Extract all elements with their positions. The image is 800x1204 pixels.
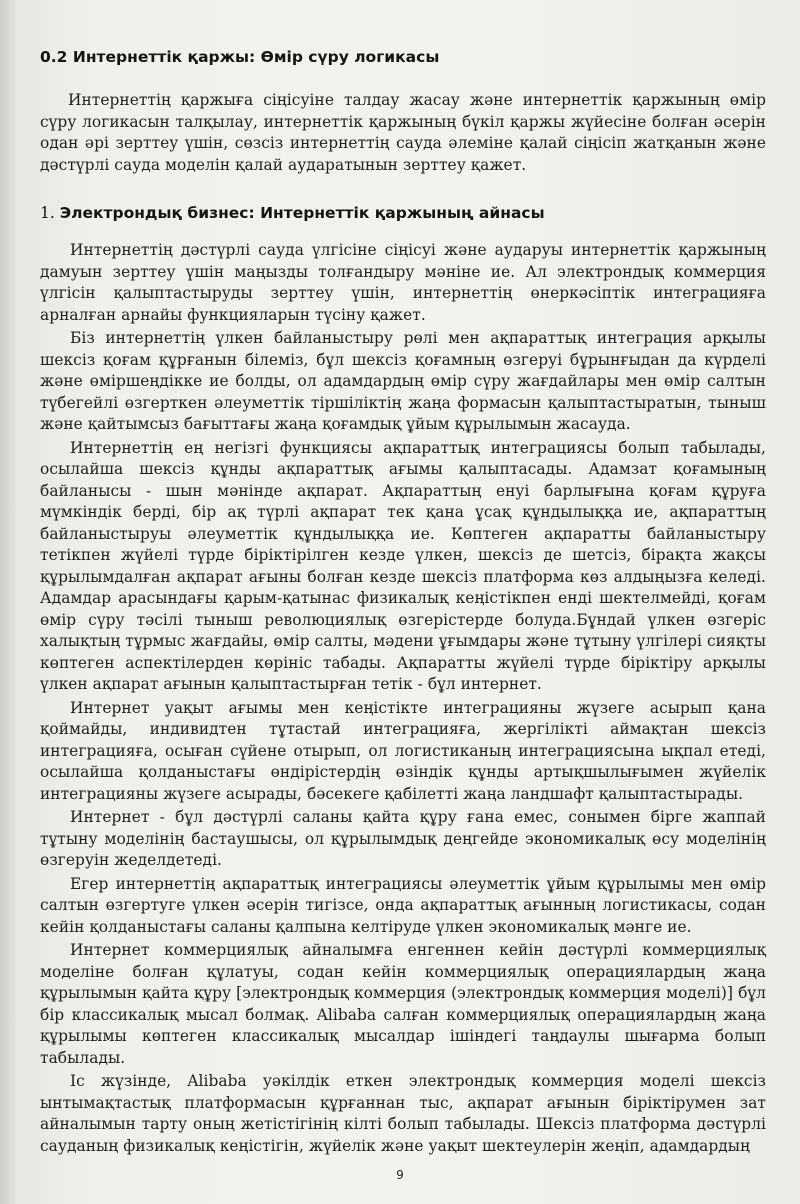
body-paragraph-2: Біз интернеттің үлкен байланыстыру рөлі мен ақпараттық интеграция арқылы шексіз қоғам құрғанын білеміз, бұл шексіз қоғамның өзгеруі бұрынғыдан да күрделі және өміршеңдікке ие болды, ол адамдардың өмір сүру жағдайлары мен өмір салтын түбегейлі өзгерткен әлеуметтік тіршіліктің жаңа формасын қалыптастыратын, тыныш және қайтымсыз бағыттағы жаңа қоғамдық ұйым құрылымын жасауда. [40,329,766,433]
body-paragraph-4: Интернет уақыт ағымы мен кеңістікте интеграцияны жүзеге асырып қана қоймайды, индивидтен тұтастай интеграцияға, жергілікті аймақтан шексіз интеграцияға, осыған сүйене отырып, ол логистиканың интеграциясына ықпал етеді, осылайша қолданыстағы өндірістердің өзіндік құнды артықшылығымен жүйелік интеграцияны жүзеге асырады, бәсекеге қабілетті жаңа ландшафт қалыптастырады. [40,698,766,803]
subsection-number: 1. [40,204,55,222]
page-content [40,46,766,1157]
body-paragraph-1: Интернеттің дәстүрлі сауда үлгісіне сіңісуі және аударуы интернеттік қаржының дамуын зерттеу үшін маңызды толғандыру мәніне ие. Ал электрондық коммерция үлгісін қалыптастыруды зерттеу үшін, интернеттің өнеркәсіптік интеграцияға арналған арнайы функцияларын түсіну қажет. [40,241,766,324]
subsection-heading [40,202,766,224]
body-paragraph-3: Интернеттің ең негізгі функциясы ақпараттық интеграциясы болып табылады, осылайша шексіз құнды ақпараттық ағымы қалыптасады. Адамзат қоғамының байланысы - шын мәнінде ақпарат. Ақпараттың енуі барлығына қоғам құруға мүмкіндік берді, бір ақ түрлі ақпарат тек қана ұсақ құндылыққа ие, ақпараттың байланыстыруы әлеуметтік құндылыққа ие. Көптеген ақпаратты байланыстыру тетікпен жүйелі түрде біріктірілген кезде үлкен, шексіз де шетсіз, бірақта жақсы құрылымдалған ақпарат ағыны болған кезде шексіз платформа көз алдыңызға келеді. Адамдар арасындағы қарым-қатынас физикалық кеңістікпен енді шектелмейді, қоғам өмір сүру тәсілі тыныш революциялық өзгерістерде болуда.Бұндай үлкен өзгеріс халықтың тұрмыс жағдайы, өмір салты, мәдени ұғымдары және тұтыну үлгілері сияқты көптеген аспектілерден көрініс табады. Ақпаратты жүйелі түрде біріктіру арқылы үлкен ақпарат ағынын қалыптастырған тетік - бұл интернет. [40,438,766,693]
spine-shadow [0,0,18,1204]
subsection-title: Электрондық бизнес: Интернеттік қаржының айнасы [59,204,545,222]
body-paragraph-8: Іс жүзінде, Alibaba уәкілдік еткен электрондық коммерция моделі шексіз ынтымақтастық платформасын құрғаннан тыс, ақпарат ағынын біріктірумен зат айналымын тарту оның жетістігінің кілті болып табылады. Шексіз платформа дәстүрлі сауданың физикалық кеңістігін, жүйелік және уақыт шектеулерін жеңіп, адамдардың [40,1072,766,1155]
intro-paragraph: Интернеттің қаржыға сіңісуіне талдау жасау және интернеттік қаржының өмір сүру логикасын талқылау, интернеттік қаржының бүкіл қаржы жүйесіне болған әсерін одан әрі зерттеу үшін, сөзсіз интернеттің сауда әлеміне қалай сіңісіп жатқанын және дәстүрлі сауда моделін қалай аударатынын зерттеу қажет. [40,91,766,174]
page-number: 9 [396,1168,404,1182]
body-paragraph-6: Егер интернеттің ақпараттық интеграциясы әлеуметтік ұйым құрылымы мен өмір салтын өзгертуге үлкен әсерін тигізсе, онда ақпараттық ағынның логистикасы, содан кейін қолданыстағы саланы қалпына келтіруде үлкен экономикалық мәнге ие. [40,874,766,936]
section-heading: 0.2 Интернеттік қаржы: Өмір сүру логикасы [40,48,440,66]
body-paragraph-7: Интернет коммерциялық айналымға енгеннен кейін дәстүрлі коммерциялық моделіне болған құлатуы, содан кейін коммерциялық операциялардың жаңа құрылымын қайта құру [электрондық коммерция (электрондық коммерция моделі)] бұл бір классикалық мысал болмақ. Alibaba салған коммерциялық операциялардың жаңа құрылымы көптеген классикалық мысалдар ішіндегі таңдаулы шығарма болып табылады. [40,941,766,1067]
body-paragraph-5: Интернет - бұл дәстүрлі саланы қайта құру ғана емес, сонымен бірге жаппай тұтыну моделінің бастаушысы, ол құрылымдық деңгейде экономикалық өсу моделінің өзгеруін жеделдетеді. [40,808,766,869]
